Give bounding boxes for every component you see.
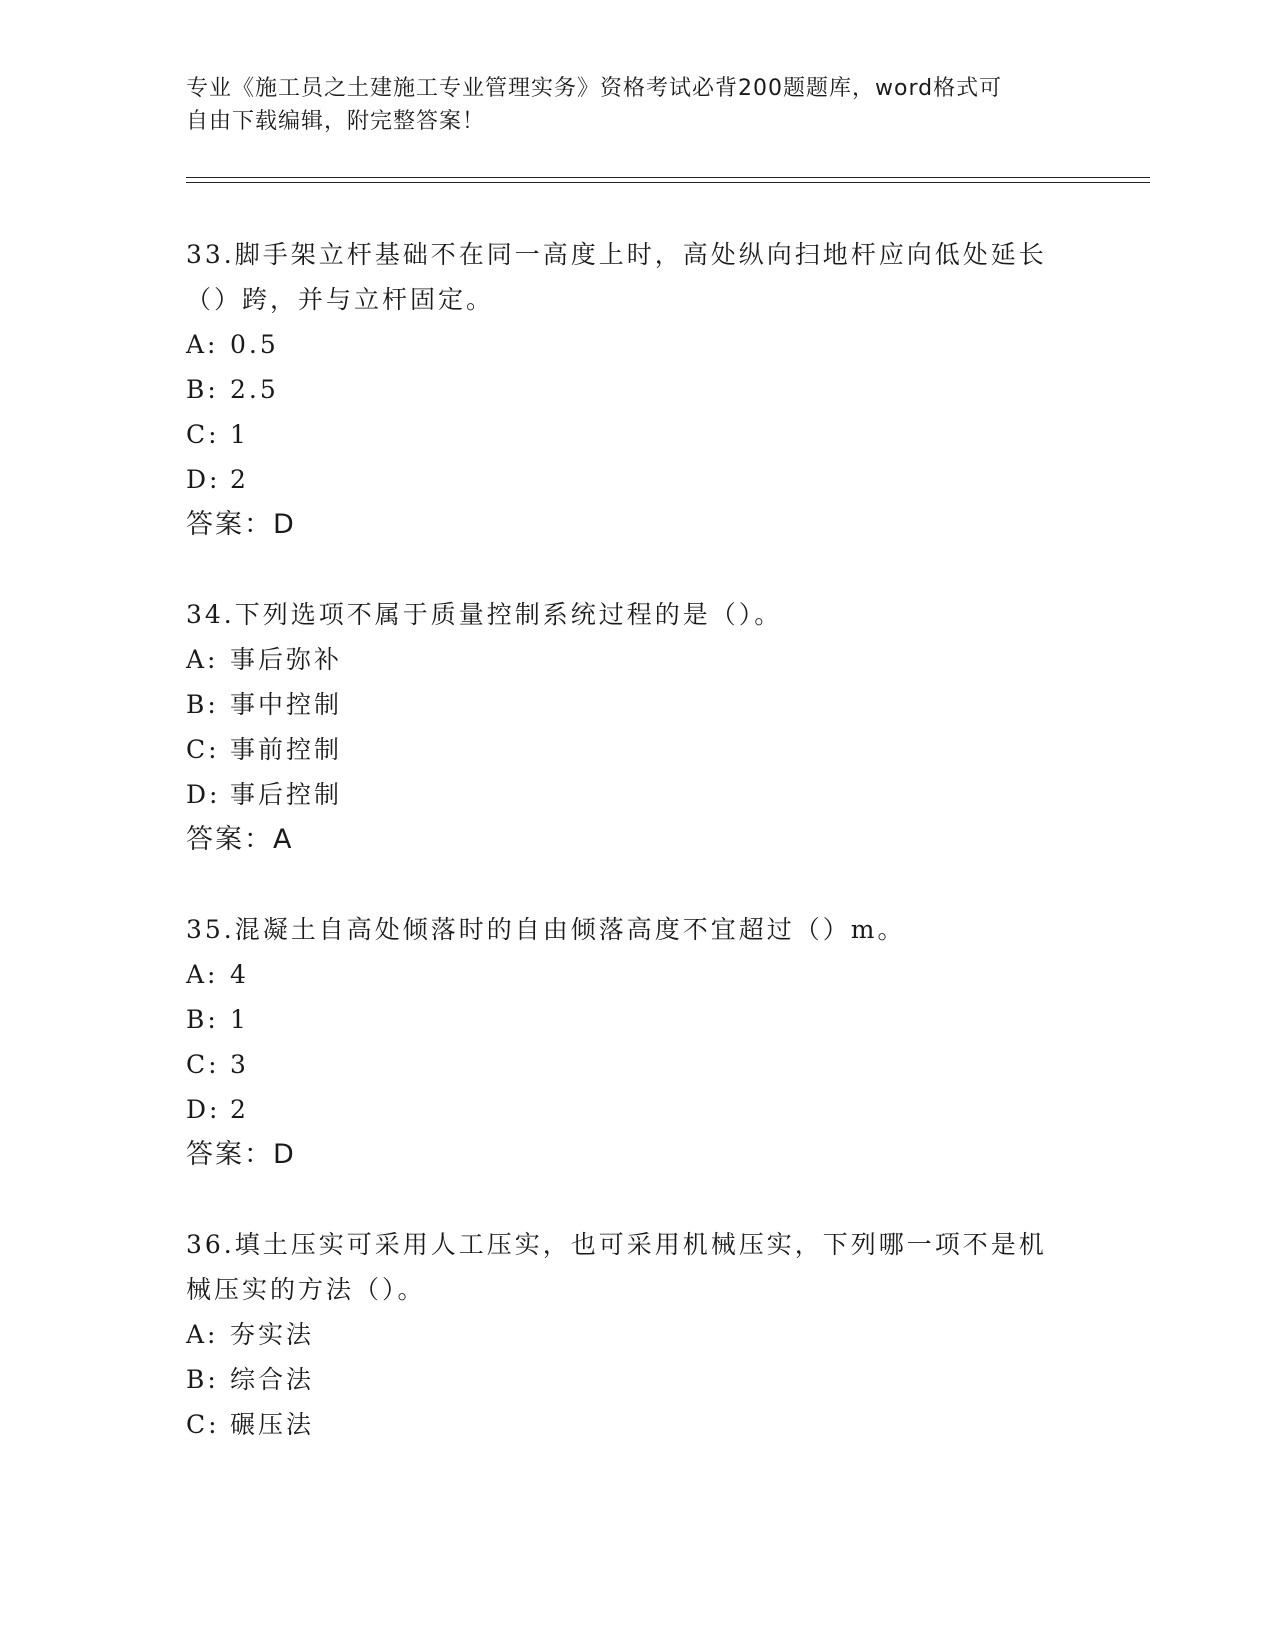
option-a <box>186 1312 1086 1357</box>
option-value: 事后弥补 <box>230 645 343 674</box>
option-a <box>186 637 1086 682</box>
option-a <box>186 952 1086 997</box>
question-text: 34.下列选项不属于质量控制系统过程的是（）。 <box>186 600 783 629</box>
option-value: 事前控制 <box>230 735 343 764</box>
option-b <box>186 682 1086 727</box>
option-letter: B: <box>186 690 219 719</box>
option-c <box>186 1042 1086 1087</box>
option-letter: A: <box>186 330 219 359</box>
option-value: 0.5 <box>230 330 279 359</box>
option-b <box>186 997 1086 1042</box>
option-b <box>186 1357 1086 1402</box>
option-value: 1 <box>230 1005 249 1034</box>
option-letter: B: <box>186 1005 219 1034</box>
answer-line: 答案：A <box>186 824 294 855</box>
header-line-2: 自由下载编辑，附完整答案！ <box>186 109 486 134</box>
question-36 <box>186 1222 1086 1447</box>
question-text-continued: 械压实的方法（）。 <box>186 1275 426 1304</box>
question-text: 35.混凝土自高处倾落时的自由倾落高度不宜超过（）m。 <box>186 915 906 944</box>
option-c <box>186 727 1086 772</box>
option-value: 综合法 <box>230 1365 315 1394</box>
question-34 <box>186 592 1086 862</box>
option-value: 夯实法 <box>230 1320 315 1349</box>
option-letter: C: <box>186 735 220 764</box>
option-letter: C: <box>186 1410 220 1439</box>
header-divider-bottom <box>186 182 1150 183</box>
option-d <box>186 457 1086 502</box>
option-letter: D: <box>186 1095 221 1124</box>
question-33 <box>186 232 1086 547</box>
question-text: 36.填土压实可采用人工压实，也可采用机械压实，下列哪一项不是机 <box>186 1230 1047 1259</box>
option-d <box>186 1087 1086 1132</box>
option-d <box>186 772 1086 817</box>
option-letter: A: <box>186 645 219 674</box>
option-letter: B: <box>186 375 219 404</box>
option-a <box>186 322 1086 367</box>
option-value: 碾压法 <box>230 1410 315 1439</box>
option-value: 3 <box>230 1050 249 1079</box>
answer-line: 答案：D <box>186 509 296 540</box>
option-letter: B: <box>186 1365 219 1394</box>
question-text-continued: （）跨，并与立杆固定。 <box>186 285 495 314</box>
option-letter: D: <box>186 465 221 494</box>
option-letter: A: <box>186 960 219 989</box>
option-value: 2 <box>230 465 249 494</box>
option-letter: A: <box>186 1320 219 1349</box>
option-letter: C: <box>186 1050 220 1079</box>
question-list <box>186 232 1086 1492</box>
option-c <box>186 1402 1086 1447</box>
option-value: 2 <box>230 1095 249 1124</box>
option-value: 4 <box>230 960 249 989</box>
option-b <box>186 367 1086 412</box>
option-letter: D: <box>186 780 221 809</box>
option-value: 事中控制 <box>230 690 343 719</box>
header-line-1: 专业《施工员之土建施工专业管理实务》资格考试必背200题题库，word格式可 <box>186 76 1003 101</box>
option-value: 事后控制 <box>230 780 343 809</box>
option-value: 2.5 <box>230 375 279 404</box>
document-header <box>186 72 1086 138</box>
answer-line: 答案：D <box>186 1139 296 1170</box>
option-value: 1 <box>230 420 249 449</box>
question-35 <box>186 907 1086 1177</box>
header-divider-top <box>186 177 1150 178</box>
option-letter: C: <box>186 420 220 449</box>
question-text: 33.脚手架立杆基础不在同一高度上时，高处纵向扫地杆应向低处延长 <box>186 240 1047 269</box>
option-c <box>186 412 1086 457</box>
